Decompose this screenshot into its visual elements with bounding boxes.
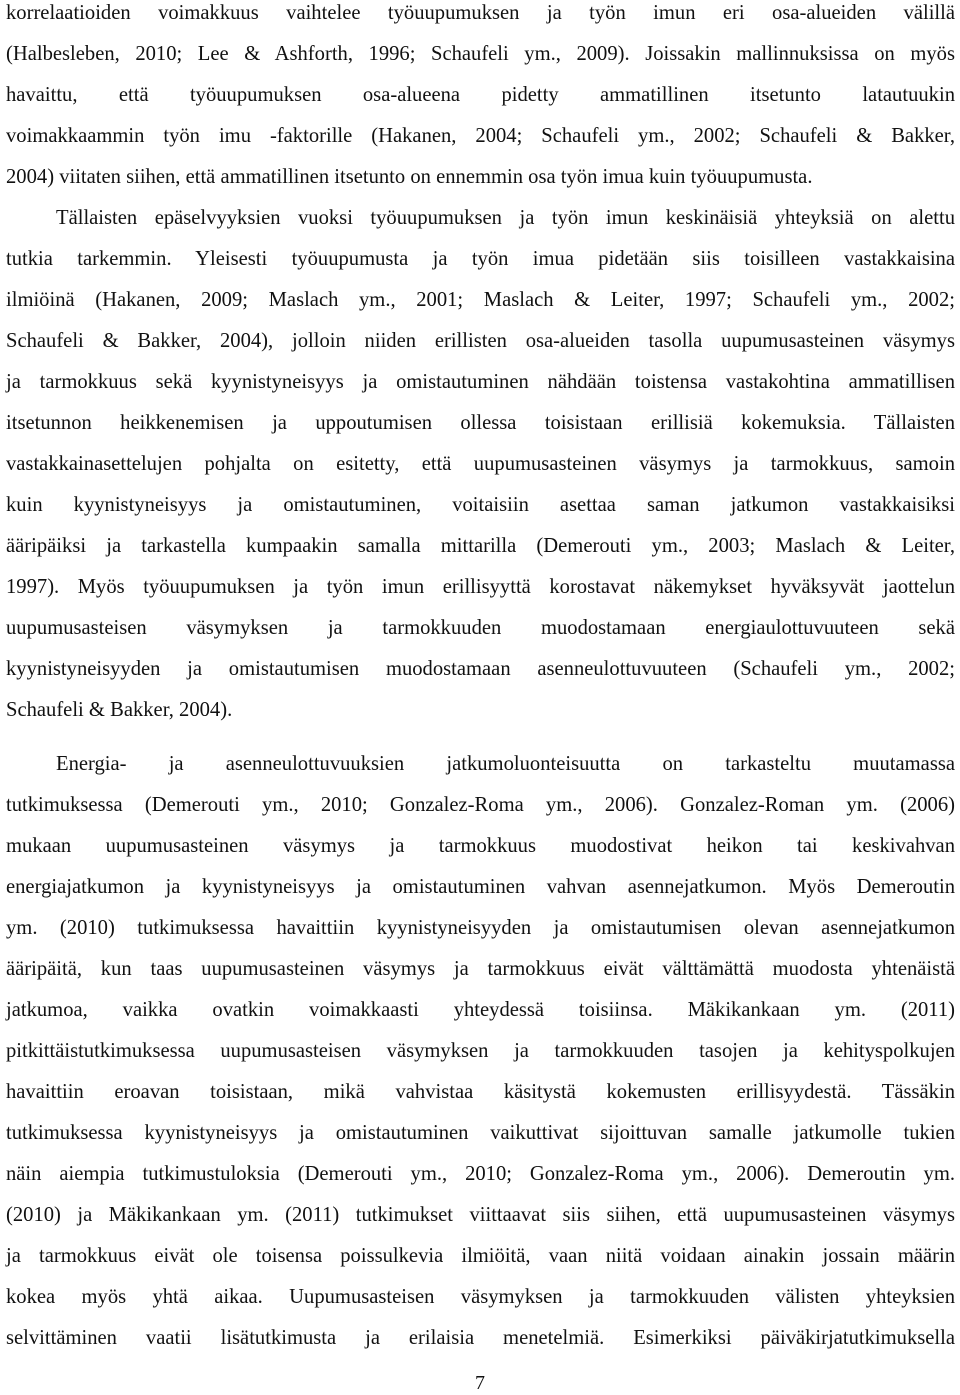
text-line: (Halbesleben, 2010; Lee & Ashforth, 1996; Schaufeli ym., 2009). Joissakin mallinnuksissa on myös [6, 43, 955, 65]
text-line: pitkittäistutkimuksessa uupumusasteisen väsymyksen ja tarmokkuuden tasojen ja kehityspolkujen [6, 1040, 955, 1062]
paragraph-1 [6, 0, 955, 205]
text-line: uupumusasteisen väsymyksen ja tarmokkuuden muodostamaan energiaulottuvuuteen sekä [6, 617, 955, 639]
text-line: kokea myös yhtä aikaa. Uupumusasteisen väsymyksen ja tarmokkuuden välisten yhteyksien [6, 1286, 955, 1308]
text-line: 1997). Myös työuupumuksen ja työn imun erillisyyttä korostavat näkemykset hyväksyvät jaottelun [6, 576, 955, 598]
text-line: Schaufeli & Bakker, 2004). [6, 699, 233, 721]
paragraph-2 [6, 205, 955, 738]
text-line: tutkimuksessa (Demerouti ym., 2010; Gonzalez-Roma ym., 2006). Gonzalez-Roman ym. (2006) [6, 794, 955, 816]
text-line: ja tarmokkuus eivät ole toisensa poissulkevia ilmiöitä, vaan niitä voidaan ainakin jossain määrin [6, 1245, 955, 1267]
text-line: korrelaatioiden voimakkuus vaihtelee työuupumuksen ja työn imun eri osa-alueiden välillä [6, 2, 955, 24]
text-line: tutkimuksessa kyynistyneisyys ja omistautuminen vaikuttivat sijoittuvan samalle jatkumolle tukien [6, 1122, 955, 1144]
text-line: mukaan uupumusasteinen väsymys ja tarmokkuus muodostivat heikon tai keskivahvan [6, 835, 955, 857]
text-line: selvittäminen vaatii lisätutkimusta ja erilaisia menetelmiä. Esimerkiksi päiväkirjatutkimuksella [6, 1327, 955, 1349]
text-line: ääripäiksi ja tarkastella kumpaakin samalla mittarilla (Demerouti ym., 2003; Maslach & Leiter, [6, 535, 955, 557]
paragraph-gap [6, 738, 955, 751]
text-line: Tällaisten epäselvyyksien vuoksi työuupumuksen ja työn imun keskinäisiä yhteyksiä on alettu [56, 207, 955, 229]
text-line: ilmiöinä (Hakanen, 2009; Maslach ym., 2001; Maslach & Leiter, 1997; Schaufeli ym., 2002; [6, 289, 955, 311]
text-line: kyynistyneisyyden ja omistautumisen muodostamaan asenneulottuvuuteen (Schaufeli ym., 2002; [6, 658, 955, 680]
text-line: Energia- ja asenneulottuvuuksien jatkumoluonteisuutta on tarkasteltu muutamassa [56, 753, 955, 775]
text-line: ym. (2010) tutkimuksessa havaittiin kyynistyneisyyden ja omistautumisen olevan asennejatkumon [6, 917, 955, 939]
text-line: (2010) ja Mäkikankaan ym. (2011) tutkimukset viittaavat siis siihen, että uupumusasteinen väsymys [6, 1204, 955, 1226]
text-line: vastakkainasettelujen pohjalta on esitetty, että uupumusasteinen väsymys ja tarmokkuus, samoin [6, 453, 955, 475]
paragraph-3 [6, 751, 955, 1366]
text-line: energiajatkumon ja kyynistyneisyys ja omistautuminen vahvan asennejatkumon. Myös Demeroutin [6, 876, 955, 898]
text-line: havaittiin eroavan toisistaan, mikä vahvistaa käsitystä kokemusten erillisyydestä. Tässäkin [6, 1081, 955, 1103]
page-number: 7 [475, 1372, 485, 1394]
text-line: näin aiempia tutkimustuloksia (Demerouti ym., 2010; Gonzalez-Roma ym., 2006). Demeroutin ym. [6, 1163, 955, 1185]
text-line: havaittu, että työuupumuksen osa-alueena pidetty ammatillinen itsetunto latautuukin [6, 84, 955, 106]
text-line: ääripäitä, kun taas uupumusasteinen väsymys ja tarmokkuus eivät välttämättä muodosta yhtenäistä [6, 958, 955, 980]
text-line: tutkia tarkemmin. Yleisesti työuupumusta ja työn imua pidetään siis toisilleen vastakkaisina [6, 248, 955, 270]
text-line: kuin kyynistyneisyys ja omistautuminen, voitaisiin asettaa saman jatkumon vastakkaisiksi [6, 494, 955, 516]
text-line: ja tarmokkuus sekä kyynistyneisyys ja omistautuminen nähdään toistensa vastakohtina ammatillisen [6, 371, 955, 393]
text-line: Schaufeli & Bakker, 2004), jolloin niiden erillisten osa-alueiden tasolla uupumusasteinen väsymys [6, 330, 955, 352]
text-line: itsetunnon heikkenemisen ja uppoutumisen ollessa toisistaan erillisiä kokemuksia. Tällaisten [6, 412, 955, 434]
document-page [6, 0, 955, 1366]
text-line: jatkumoa, vaikka ovatkin voimakkaasti yhteydessä toisiinsa. Mäkikankaan ym. (2011) [6, 999, 955, 1021]
text-line: voimakkaammin työn imu -faktorille (Hakanen, 2004; Schaufeli ym., 2002; Schaufeli & Bakker, [6, 125, 955, 147]
text-line: 2004) viitaten siihen, että ammatillinen itsetunto on ennemmin osa työn imua kuin työuupumusta. [6, 166, 813, 188]
